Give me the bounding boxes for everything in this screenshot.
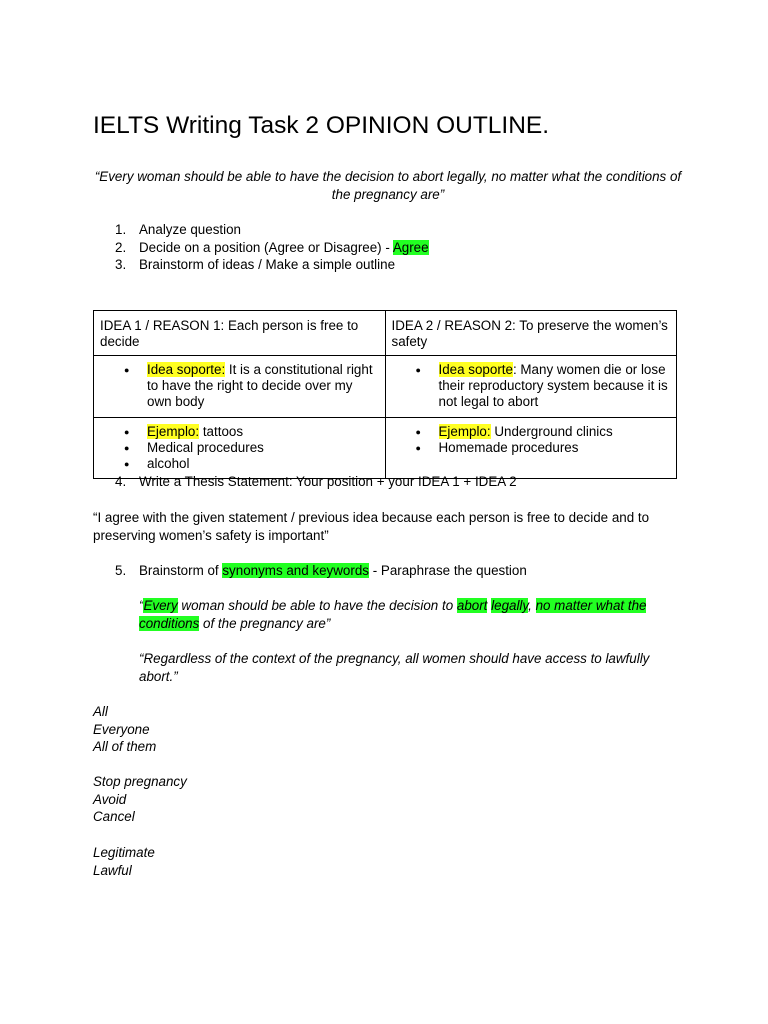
list-text-suffix: - Paraphrase the question (368, 563, 527, 578)
list-text: Write a Thesis Statement: Your position + your IDEA 1 + IDEA 2 (139, 474, 517, 489)
synonym-group (93, 844, 155, 879)
synonym-word: Lawful (93, 862, 132, 878)
idea2-support-cell (385, 356, 677, 418)
quote-text: , (528, 598, 536, 613)
synonym-word: Everyone (93, 721, 150, 737)
quote-open: “ (94, 169, 100, 184)
synonym-group (93, 773, 187, 826)
synonym-word: Avoid (93, 791, 127, 807)
list-item (126, 362, 377, 410)
step5-list (93, 562, 527, 580)
quote-text: “ (139, 598, 144, 613)
example-text: Underground clinics (490, 424, 613, 439)
outline-table (93, 310, 677, 479)
keyword-highlight: legally (491, 598, 529, 613)
list-number: 5. (115, 563, 127, 578)
support-label: Idea soporte (438, 362, 513, 377)
idea1-support-cell (94, 356, 386, 418)
list-text: Analyze question (139, 222, 241, 237)
list-number: 4. (115, 474, 127, 489)
synonym-word: Stop pregnancy (93, 774, 187, 789)
list-number: 2. (115, 239, 127, 255)
position-highlight: Agree (392, 239, 429, 255)
essay-prompt-text: Every woman should be able to have the decision to abort legally, no matter what the conditions of the pregnancy are (99, 169, 682, 202)
list-number: 3. (115, 257, 127, 272)
example-label: Ejemplo: (438, 424, 491, 439)
support-text: It is a constitutional right to have the right to decide over my own body (147, 362, 373, 409)
list-item (93, 562, 527, 580)
essay-prompt (93, 168, 683, 204)
list-item: ● Medical procedures (126, 440, 377, 456)
idea1-example-cell (94, 418, 386, 479)
step4-list (93, 473, 517, 491)
list-number: 1. (115, 222, 127, 237)
table-row (94, 418, 677, 479)
list-item (93, 239, 429, 257)
list-item (93, 221, 429, 239)
synonym-word: Legitimate (93, 845, 155, 860)
list-item (126, 424, 377, 440)
table-row (94, 311, 677, 356)
synonym-word: Cancel (93, 809, 135, 824)
list-item: ● Homemade procedures (418, 440, 669, 456)
example-text: tattoos (199, 424, 244, 439)
steps-list (93, 221, 429, 274)
keyword-highlight: Every (143, 598, 178, 613)
idea2-header: IDEA 2 / REASON 2: To preserve the women’s safety (385, 311, 677, 356)
example-label: Ejemplo: (147, 424, 200, 439)
keyword-highlight: abort (456, 598, 488, 613)
quote-close: ” (439, 187, 445, 202)
keywords-highlight: synonyms and keywords (222, 563, 369, 578)
keyword-quote (139, 597, 684, 632)
quote-text: of the pregnancy are” (199, 615, 331, 631)
synonym-word: All of them (93, 739, 157, 754)
quote-text: woman should be able to have the decision to (177, 598, 457, 613)
idea1-header: IDEA 1 / REASON 1: Each person is free to decide (94, 311, 386, 356)
page-title: IELTS Writing Task 2 OPINION OUTLINE. (93, 112, 550, 139)
list-text: Brainstorm of ideas / Make a simple outline (139, 257, 396, 272)
thesis-statement: “I agree with the given statement / previous idea because each person is free to decide and to preserving women’s safety is important” (93, 510, 650, 543)
support-label: Idea soporte: (147, 362, 226, 377)
keyword-highlight: no matter what the conditions (139, 598, 647, 631)
list-text: Brainstorm of (139, 563, 223, 578)
list-item (93, 256, 429, 274)
synonym-group (93, 703, 156, 756)
support-text: : Many women die or lose their reproductory system because it is not legal to abort (438, 362, 668, 409)
list-text: Decide on a position (Agree or Disagree) - (139, 239, 393, 255)
synonym-word: All (93, 704, 108, 719)
paraphrased-question: “Regardless of the context of the pregnancy, all women should have access to lawfully abort.” (139, 651, 650, 684)
table-row (94, 356, 677, 418)
list-item: ● alcohol (126, 456, 377, 472)
list-item (93, 473, 517, 491)
list-item (418, 424, 669, 440)
idea2-example-cell (385, 418, 677, 479)
list-item (418, 362, 669, 410)
